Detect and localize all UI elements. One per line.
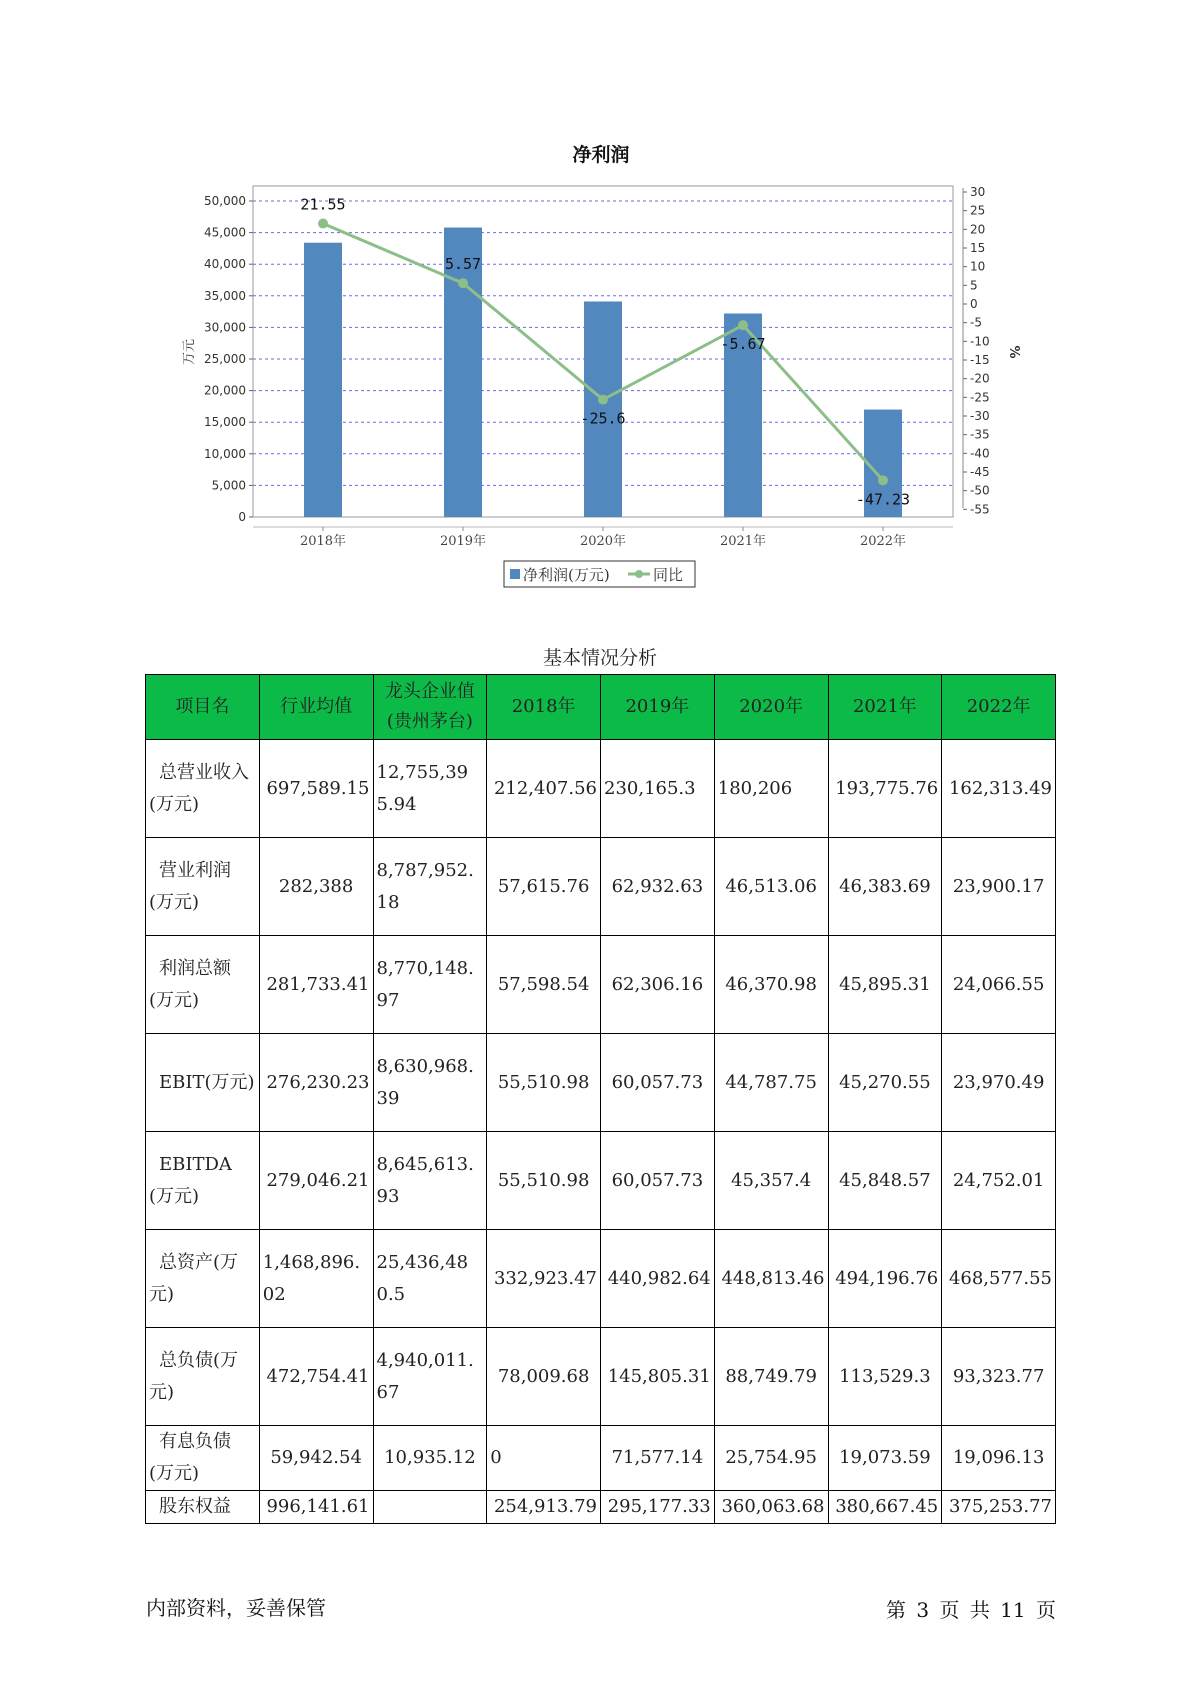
cell-2021: 113,529.3 — [828, 1328, 942, 1426]
cell-2022: 23,900.17 — [942, 838, 1056, 936]
cell-2018: 332,923.47 — [487, 1230, 601, 1328]
yoy-point — [738, 320, 748, 330]
y-axis-left-label: 万元 — [182, 338, 197, 366]
yoy-data-label: -25.6 — [580, 409, 626, 428]
table-header-row — [146, 675, 1056, 740]
cell-2018: 55,510.98 — [487, 1132, 601, 1230]
x-tick-label: 2021年 — [719, 534, 767, 549]
table-row — [146, 1426, 1056, 1491]
header-2021: 2021年 — [828, 675, 942, 740]
y-right-tick-label: 20 — [970, 222, 986, 237]
y-right-tick-label: -35 — [970, 427, 990, 442]
cell-2022: 24,752.01 — [942, 1132, 1056, 1230]
cell-2019: 62,306.16 — [601, 936, 715, 1034]
cell-industry-avg: 59,942.54 — [259, 1426, 373, 1491]
table-row — [146, 1230, 1056, 1328]
cell-2020: 360,063.68 — [714, 1491, 828, 1524]
y-right-tick-label: 0 — [970, 297, 978, 311]
y-left-tick-label: 0 — [238, 510, 246, 524]
y-left-tick-label: 30,000 — [204, 320, 246, 335]
y-axis-right-label: % — [1006, 345, 1021, 359]
row-label: 股东权益 — [146, 1491, 260, 1524]
y-right-tick-label: -20 — [970, 371, 990, 386]
y-right-tick-label: -45 — [970, 465, 990, 479]
row-label: 总负债(万元) — [146, 1328, 260, 1426]
header-2019: 2019年 — [601, 675, 715, 740]
cell-2019: 440,982.64 — [601, 1230, 715, 1328]
cell-leader-value: 12,755,395.94 — [373, 740, 487, 838]
cell-2021: 46,383.69 — [828, 838, 942, 936]
cell-2022: 24,066.55 — [942, 936, 1056, 1034]
cell-2021: 380,667.45 — [828, 1491, 942, 1524]
cell-2021: 45,848.57 — [828, 1132, 942, 1230]
cell-2018: 57,615.76 — [487, 838, 601, 936]
row-label: 总资产(万元) — [146, 1230, 260, 1328]
cell-2018: 0 — [487, 1426, 601, 1491]
table-caption: 基本情况分析 — [542, 647, 657, 669]
cell-2021: 45,895.31 — [828, 936, 942, 1034]
cell-leader-value — [373, 1491, 487, 1524]
cell-industry-avg: 996,141.61 — [259, 1491, 373, 1524]
y-left-tick-label: 20,000 — [204, 383, 246, 398]
cell-2022: 468,577.55 — [942, 1230, 1056, 1328]
y-left-tick-label: 40,000 — [204, 257, 246, 272]
cell-leader-value: 8,770,148.97 — [373, 936, 487, 1034]
table-row — [146, 1491, 1056, 1524]
yoy-point — [598, 395, 608, 405]
yoy-point — [458, 278, 468, 288]
y-left-tick-label: 10,000 — [204, 446, 246, 461]
chart-legend — [504, 561, 695, 587]
cell-leader-value: 8,630,968.39 — [373, 1034, 487, 1132]
cell-2021: 193,775.76 — [828, 740, 942, 838]
y-right-tick-label: -50 — [970, 483, 990, 498]
table-row — [146, 838, 1056, 936]
table-row — [146, 1132, 1056, 1230]
cell-2020: 46,370.98 — [714, 936, 828, 1034]
x-tick-label: 2022年 — [859, 534, 907, 549]
yoy-point — [318, 219, 328, 229]
cell-2020: 46,513.06 — [714, 838, 828, 936]
cell-2020: 180,206 — [714, 740, 828, 838]
header-leader-value: 龙头企业值(贵州茅台) — [373, 675, 487, 740]
cell-2019: 145,805.31 — [601, 1328, 715, 1426]
y-right-tick-label: 15 — [970, 241, 986, 255]
y-right-tick-label: -10 — [970, 334, 990, 349]
cell-industry-avg: 697,589.15 — [259, 740, 373, 838]
y-left-tick-label: 35,000 — [204, 288, 246, 303]
yoy-data-label: 5.57 — [444, 255, 482, 274]
y-left-tick-label: 50,000 — [204, 194, 246, 208]
x-tick-label: 2018年 — [299, 534, 347, 549]
table-row — [146, 936, 1056, 1034]
cell-2021: 19,073.59 — [828, 1426, 942, 1491]
cell-2019: 230,165.3 — [601, 740, 715, 838]
cell-2019: 295,177.33 — [601, 1491, 715, 1524]
x-tick-label: 2020年 — [579, 534, 627, 549]
cell-2019: 60,057.73 — [601, 1132, 715, 1230]
row-label: 总营业收入(万元) — [146, 740, 260, 838]
chart-title: 净利润 — [572, 144, 630, 166]
legend-line-label: 同比 — [653, 566, 684, 584]
table-row — [146, 1328, 1056, 1426]
cell-2019: 71,577.14 — [601, 1426, 715, 1491]
cell-2022: 375,253.77 — [942, 1491, 1056, 1524]
header-2018: 2018年 — [487, 675, 601, 740]
cell-2018: 78,009.68 — [487, 1328, 601, 1426]
legend-line-marker — [635, 570, 643, 578]
header-2020: 2020年 — [714, 675, 828, 740]
y-left-tick-label: 45,000 — [204, 225, 246, 240]
y-right-tick-label: -25 — [970, 390, 990, 405]
yoy-data-label: 21.55 — [300, 195, 346, 214]
x-tick-label: 2019年 — [439, 534, 487, 549]
cell-2019: 60,057.73 — [601, 1034, 715, 1132]
footer-confidential-note: 内部资料，妥善保管 — [146, 1596, 326, 1620]
header-2022: 2022年 — [942, 675, 1056, 740]
yoy-data-label: -47.23 — [855, 490, 911, 509]
legend-bar-label: 净利润(万元) — [523, 566, 610, 584]
y-left-tick-label: 5,000 — [211, 478, 246, 493]
y-right-tick-label: -5 — [970, 315, 982, 330]
row-label: EBIT(万元) — [146, 1034, 260, 1132]
header-item-name: 项目名 — [146, 675, 260, 740]
cell-2020: 25,754.95 — [714, 1426, 828, 1491]
cell-2020: 448,813.46 — [714, 1230, 828, 1328]
cell-2021: 494,196.76 — [828, 1230, 942, 1328]
y-right-tick-label: -40 — [970, 446, 990, 461]
y-right-tick-label: 10 — [970, 259, 986, 274]
y-left-tick-label: 25,000 — [204, 352, 246, 366]
yoy-data-label: -5.67 — [720, 335, 766, 354]
cell-industry-avg: 276,230.23 — [259, 1034, 373, 1132]
y-right-tick-label: 25 — [970, 203, 986, 218]
cell-leader-value: 10,935.12 — [373, 1426, 487, 1491]
cell-2022: 23,970.49 — [942, 1034, 1056, 1132]
cell-industry-avg: 281,733.41 — [259, 936, 373, 1034]
basic-analysis-table — [145, 674, 1056, 1524]
cell-2022: 93,323.77 — [942, 1328, 1056, 1426]
cell-2022: 19,096.13 — [942, 1426, 1056, 1491]
cell-industry-avg: 282,388 — [259, 838, 373, 936]
footer-page-number: 第 3 页 共 11 页 — [886, 1598, 1056, 1622]
row-label: 营业利润(万元) — [146, 838, 260, 936]
cell-2018: 212,407.56 — [487, 740, 601, 838]
cell-2020: 88,749.79 — [714, 1328, 828, 1426]
cell-industry-avg: 1,468,896.02 — [259, 1230, 373, 1328]
y-right-tick-label: 30 — [970, 185, 986, 199]
header-industry-avg: 行业均值 — [259, 675, 373, 740]
cell-industry-avg: 279,046.21 — [259, 1132, 373, 1230]
legend-bar-swatch — [510, 569, 520, 579]
row-label: 利润总额(万元) — [146, 936, 260, 1034]
table-row — [146, 1034, 1056, 1132]
y-right-tick-label: 5 — [970, 278, 978, 293]
cell-2018: 55,510.98 — [487, 1034, 601, 1132]
cell-2020: 45,357.4 — [714, 1132, 828, 1230]
cell-industry-avg: 472,754.41 — [259, 1328, 373, 1426]
table-row — [146, 740, 1056, 838]
cell-leader-value: 8,645,613.93 — [373, 1132, 487, 1230]
cell-2018: 254,913.79 — [487, 1491, 601, 1524]
y-right-tick-label: -30 — [970, 409, 990, 423]
cell-2018: 57,598.54 — [487, 936, 601, 1034]
net-profit-bar — [304, 243, 342, 517]
cell-2019: 62,932.63 — [601, 838, 715, 936]
net-profit-chart — [0, 0, 1191, 600]
yoy-point — [878, 475, 888, 485]
y-left-tick-label: 15,000 — [204, 415, 246, 430]
cell-2022: 162,313.49 — [942, 740, 1056, 838]
y-right-tick-label: -15 — [970, 353, 990, 367]
row-label: 有息负债(万元) — [146, 1426, 260, 1491]
cell-leader-value: 8,787,952.18 — [373, 838, 487, 936]
cell-2020: 44,787.75 — [714, 1034, 828, 1132]
cell-2021: 45,270.55 — [828, 1034, 942, 1132]
cell-leader-value: 25,436,480.5 — [373, 1230, 487, 1328]
cell-leader-value: 4,940,011.67 — [373, 1328, 487, 1426]
y-right-tick-label: -55 — [970, 502, 990, 517]
row-label: EBITDA(万元) — [146, 1132, 260, 1230]
